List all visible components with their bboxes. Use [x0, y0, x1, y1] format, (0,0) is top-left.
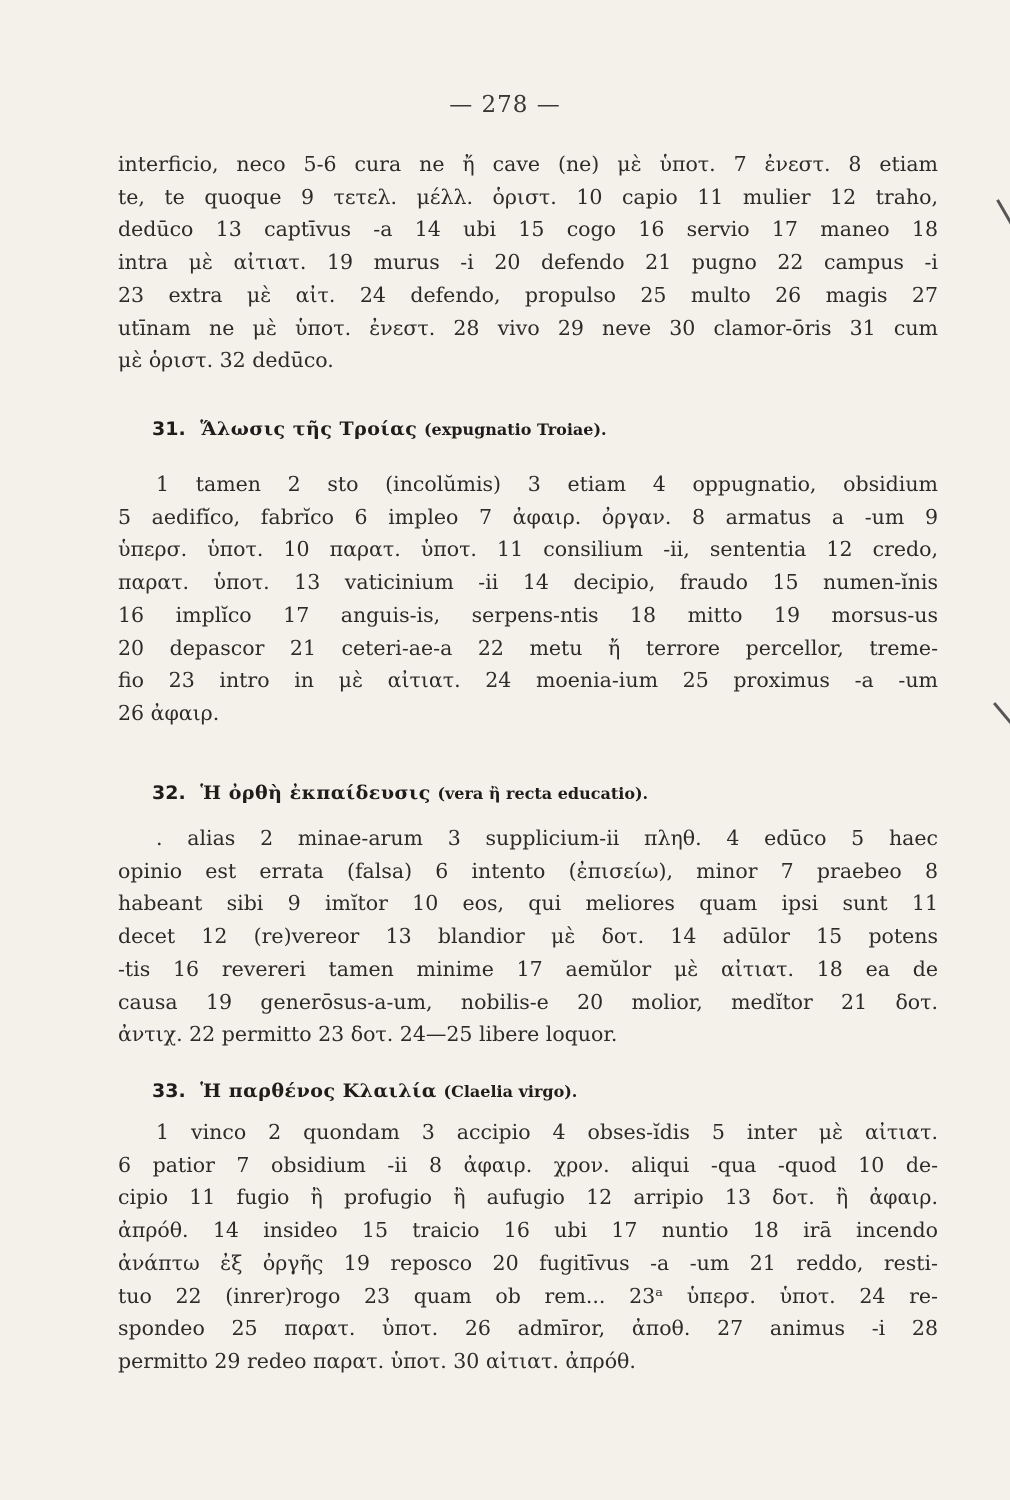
text-line: ἀπρόθ. 14 insideo 15 traicio 16 ubi 17 nuntio 18 irā incendo	[118, 1218, 938, 1243]
text-line: cipio 11 fugio ἢ profugio ἢ aufugio 12 arripio 13 δοτ. ἢ ἀφαιρ.	[118, 1185, 938, 1210]
text-line: causa 19 generōsus-a-um, nobilis-e 20 molior, medĭtor 21 δοτ.	[118, 989, 938, 1014]
text-line: tuo 22 (inrer)rogo 23 quam ob rem... 23ᵃ ὑπερσ. ὑποτ. 24 re-	[118, 1283, 938, 1308]
section-title-latin: (vera ἢ recta educatio).	[437, 784, 649, 803]
text-line: spondeo 25 παρατ. ὑποτ. 26 admīror, ἀποθ. 27 animus -i 28	[118, 1316, 938, 1341]
notes-block-32	[118, 822, 938, 1051]
section-title-latin: (expugnatio Troiae).	[423, 420, 607, 439]
notes-block-31	[118, 468, 938, 730]
section-number: 33.	[152, 1080, 186, 1102]
text-line: παρατ. ὑποτ. 13 vaticinium -ii 14 decipio, fraudo 15 numen-ĭnis	[118, 570, 938, 595]
text-line: -tis 16 revereri tamen minime 17 aemŭlor μὲ αἰτιατ. 18 ea de	[118, 956, 938, 981]
text-line: μὲ ὁριστ. 32 dedūco.	[118, 348, 334, 373]
text-line: decet 12 (re)vereor 13 blandior μὲ δοτ. 14 adūlor 15 potens	[118, 924, 938, 949]
section-number: 32.	[152, 782, 186, 804]
text-line: 5 aedifĭco, fabrĭco 6 impleo 7 ἀφαιρ. ὀργαν. 8 armatus a -um 9	[118, 504, 938, 529]
section-heading-32	[152, 782, 972, 804]
text-line: 20 depascor 21 ceteri-ae-a 22 metu ἤ terrore percellor, treme-	[118, 635, 938, 660]
text-line: 1 vinco 2 quondam 3 accipio 4 obses-ĭdis 5 inter μὲ αἰτιατ.	[156, 1120, 938, 1144]
text-line: 26 ἀφαιρ.	[118, 700, 220, 725]
section-title-greek: Ἡ παρθένος Κλαιλία	[200, 1080, 437, 1102]
text-line: 1 tamen 2 sto (incolŭmis) 3 etiam 4 oppugnatio, obsidium	[156, 472, 938, 496]
text-line: utīnam ne μὲ ὑποτ. ἐνεστ. 28 vivo 29 neve 30 clamor-ōris 31 cum	[118, 315, 938, 340]
section-number: 31.	[152, 418, 186, 440]
section-heading-33	[152, 1080, 972, 1102]
text-line: 23 extra μὲ αἰτ. 24 defendo, propulso 25 multo 26 magis 27	[118, 282, 938, 307]
scan-edge-mark	[996, 199, 1010, 225]
section-heading-31	[152, 418, 972, 440]
text-line: ἀντιχ. 22 permitto 23 δοτ. 24—25 libere loquor.	[118, 1022, 618, 1047]
text-line: interficio, neco 5-6 cura ne ἤ cave (ne) μὲ ὑποτ. 7 ἐνεστ. 8 etiam	[118, 152, 938, 176]
section-title-greek: Ἅλωσις τῆς Τροίας	[200, 418, 418, 440]
text-line: opinio est errata (falsa) 6 intento (ἐπισείω), minor 7 praebeo 8	[118, 858, 938, 883]
text-line: ἀνάπτω ἐξ ὀργῆς 19 reposco 20 fugitīvus -a -um 21 reddo, resti-	[118, 1250, 938, 1275]
text-line: fio 23 intro in μὲ αἰτιατ. 24 moenia-ium 25 proximus -a -um	[118, 668, 938, 693]
text-line: 16 implĭco 17 anguis-is, serpens-ntis 18 mitto 19 morsus-us	[118, 602, 938, 627]
text-line: habeant sibi 9 imĭtor 10 eos, qui meliores quam ipsi sunt 11	[118, 891, 938, 916]
text-line: 6 patior 7 obsidium -ii 8 ἀφαιρ. χρον. aliqui -qua -quod 10 de-	[118, 1152, 938, 1177]
text-line: permitto 29 redeo παρατ. ὑποτ. 30 αἰτιατ. ἀπρόθ.	[118, 1348, 636, 1373]
scan-edge-mark	[993, 702, 1010, 724]
text-line: dedūco 13 captīvus -a 14 ubi 15 cogo 16 servio 17 maneo 18	[118, 217, 938, 242]
section-title-greek: Ἡ ὀρθὴ ἐκπαίδευσις	[200, 782, 431, 804]
text-line: ὑπερσ. ὑποτ. 10 παρατ. ὑποτ. 11 consilium -ii, sententia 12 credo,	[118, 537, 938, 562]
text-line: te, te quoque 9 τετελ. μέλλ. ὁριστ. 10 capio 11 mulier 12 traho,	[118, 184, 938, 209]
text-line: . alias 2 minae-arum 3 supplicium-ii πληθ. 4 edūco 5 haec	[156, 826, 938, 850]
notes-block-30-continued	[118, 148, 938, 377]
text-line: intra μὲ αἰτιατ. 19 murus -i 20 defendo 21 pugno 22 campus -i	[118, 250, 938, 275]
section-title-latin: (Claelia virgo).	[443, 1082, 578, 1101]
notes-block-33	[118, 1116, 938, 1378]
page-number: — 278 —	[449, 92, 561, 118]
